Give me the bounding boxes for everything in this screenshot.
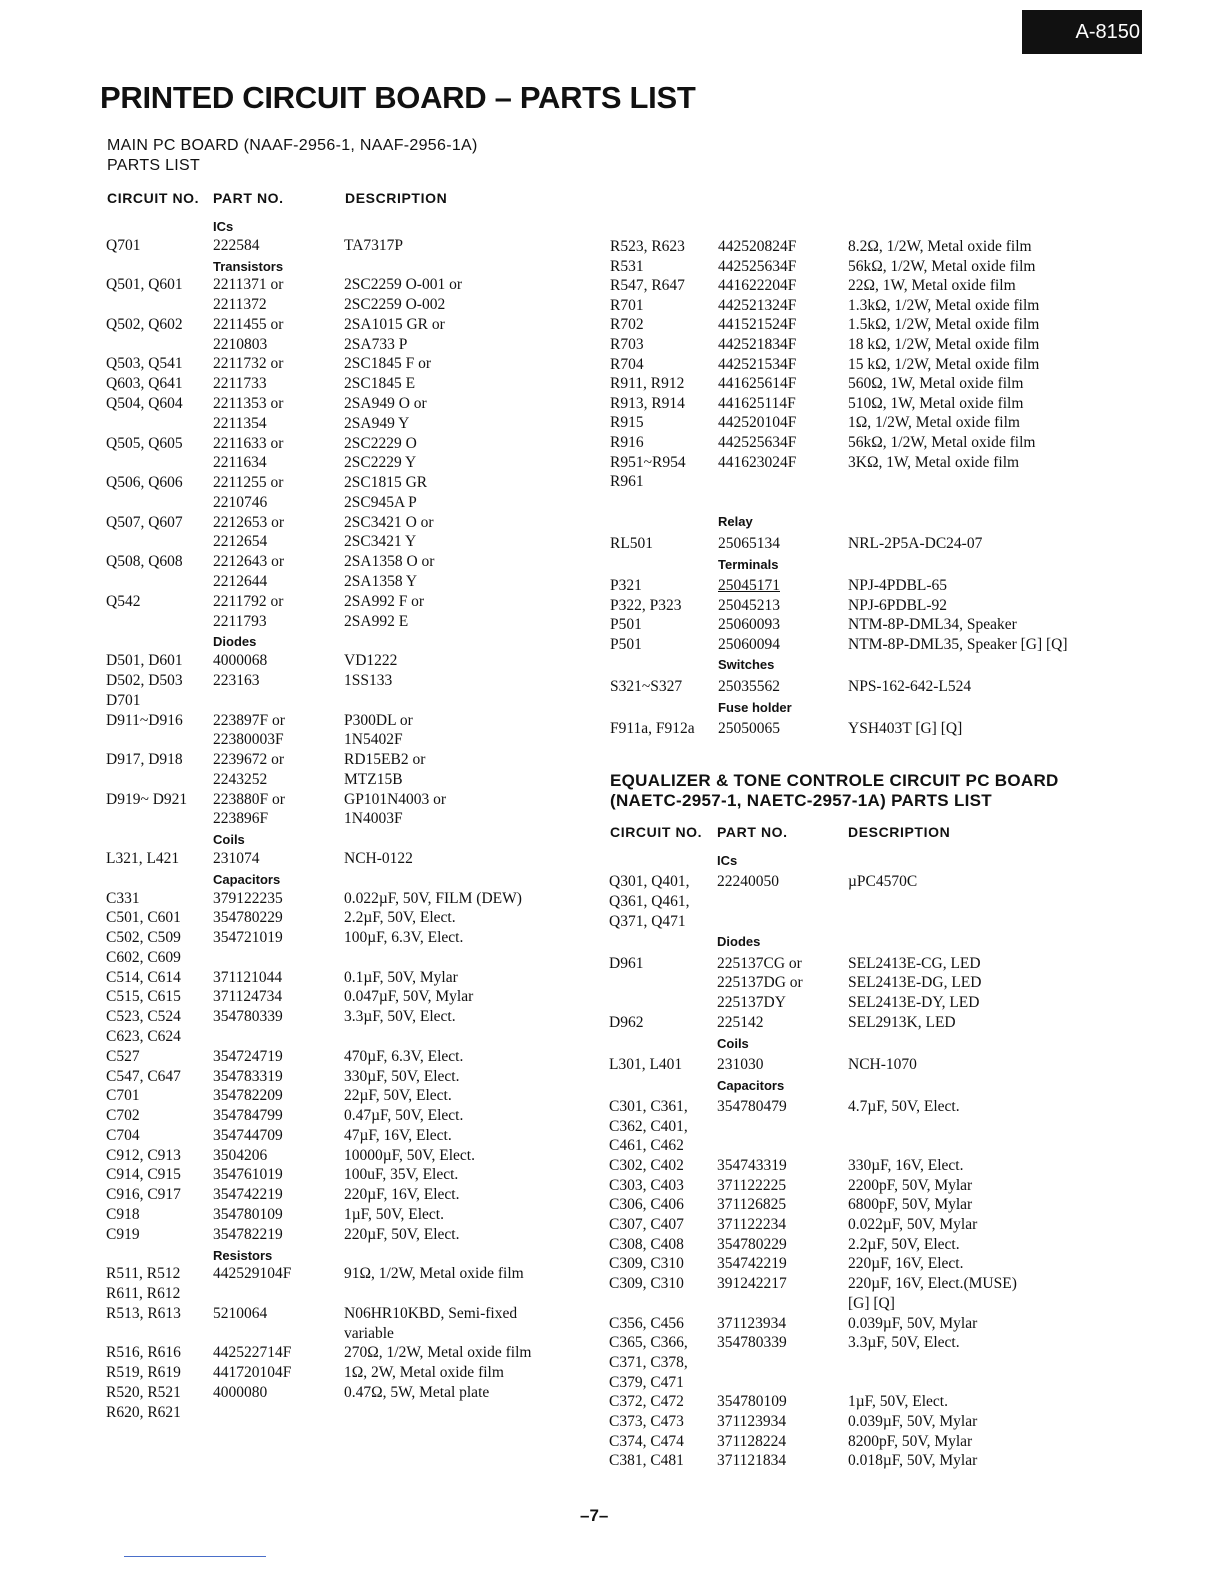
part-description: 0.047µF, 50V, Mylar <box>344 988 474 1006</box>
circuit-no: C702 <box>106 1107 140 1125</box>
part-no: 441623024F <box>718 453 797 471</box>
part-description: SEL2413E-CG, LED <box>848 954 981 972</box>
part-description: MTZ15B <box>344 770 403 788</box>
category-heading: Diodes <box>213 634 257 650</box>
part-no: 371126825 <box>717 1196 787 1214</box>
category-heading: Switches <box>718 657 775 673</box>
circuit-no: C527 <box>106 1047 140 1065</box>
part-description: 4.7µF, 50V, Elect. <box>848 1097 960 1115</box>
circuit-no: C301, C361, <box>609 1097 688 1115</box>
part-description: 220µF, 16V, Elect. <box>848 1255 964 1273</box>
circuit-no: C523, C524 <box>106 1008 181 1026</box>
part-no: 354780109 <box>717 1393 787 1411</box>
circuit-no: R702 <box>610 316 644 334</box>
part-description: 15 kΩ, 1/2W, Metal oxide film <box>848 355 1040 373</box>
circuit-no: C379, C471 <box>609 1373 684 1391</box>
part-no: 25065134 <box>718 534 780 552</box>
part-no: 223896F <box>213 810 269 828</box>
part-no: 354784799 <box>213 1107 283 1125</box>
circuit-no: R519, R619 <box>106 1364 181 1382</box>
circuit-no: C307, C407 <box>609 1216 684 1233</box>
circuit-no: S321~S327 <box>610 677 683 695</box>
part-no: 25035562 <box>718 677 780 695</box>
part-description: 2SA1015 GR or <box>344 315 445 333</box>
part-no: 354782209 <box>213 1087 283 1105</box>
circuit-no: C356, C456 <box>609 1314 684 1332</box>
part-description: SEL2913K, LED <box>848 1013 956 1031</box>
part-no: 442525634F <box>718 257 797 275</box>
part-description: NRL-2P5A-DC24-07 <box>848 534 983 552</box>
part-no: 354721019 <box>213 929 283 947</box>
part-description: 3KΩ, 1W, Metal oxide film <box>848 453 1020 471</box>
part-description: 1.3kΩ, 1/2W, Metal oxide film <box>848 296 1040 314</box>
circuit-no: Q503, Q541 <box>106 355 183 373</box>
part-description: 2SA733 P <box>344 335 408 353</box>
circuit-no: R511, R512 <box>106 1265 181 1283</box>
part-description: 10000µF, 50V, Elect. <box>344 1146 475 1164</box>
circuit-no: Q502, Q602 <box>106 315 183 333</box>
eq-col-circuit: CIRCUIT NO. <box>610 824 703 840</box>
part-description: 2SC2229 O <box>344 434 417 452</box>
category-heading: Terminals <box>718 556 779 572</box>
circuit-no: C308, C408 <box>609 1235 684 1253</box>
part-no: 441720104F <box>213 1364 292 1382</box>
main-board-heading: MAIN PC BOARD (NAAF-2956-1, NAAF-2956-1A) <box>107 137 478 154</box>
part-no: 354780109 <box>213 1206 283 1223</box>
part-no: 371122234 <box>717 1216 787 1233</box>
part-description: TA7317P <box>344 236 404 254</box>
part-description: 2SC2259 O-001 or <box>344 276 462 294</box>
part-description: 2SA1358 O or <box>344 553 435 571</box>
part-description: [G] [Q] <box>848 1294 895 1312</box>
circuit-no: R513, R613 <box>106 1304 181 1322</box>
circuit-no: C365, C366, <box>609 1334 688 1352</box>
part-no: 4000080 <box>213 1384 268 1402</box>
part-no: 354744709 <box>213 1126 283 1144</box>
part-no: 5210064 <box>213 1304 268 1322</box>
main-col-circuit: CIRCUIT NO. <box>107 190 200 206</box>
circuit-no: C374, C474 <box>609 1432 684 1450</box>
circuit-no: C362, C401, <box>609 1117 688 1135</box>
page-number: –7– <box>580 1506 609 1525</box>
part-description: 0.039µF, 50V, Mylar <box>848 1314 978 1332</box>
part-description: 220µF, 16V, Elect. <box>344 1186 460 1204</box>
part-no: 2212644 <box>213 573 268 591</box>
circuit-no: R961 <box>610 473 644 491</box>
circuit-no: R520, R521 <box>106 1384 181 1402</box>
part-description: 270Ω, 1/2W, Metal oxide film <box>344 1344 532 1362</box>
circuit-no: C547, C647 <box>106 1067 181 1085</box>
circuit-no: Q506, Q606 <box>106 474 183 492</box>
circuit-no: R516, R616 <box>106 1344 181 1362</box>
category-heading: ICs <box>213 219 234 234</box>
part-no: 2211455 or <box>213 315 284 333</box>
part-description: 0.1µF, 50V, Mylar <box>344 968 458 986</box>
circuit-no: C502, C509 <box>106 929 181 947</box>
part-description: 2.2µF, 50V, Elect. <box>344 909 456 927</box>
circuit-no: R701 <box>610 296 644 314</box>
main-col-desc: DESCRIPTION <box>345 190 448 206</box>
circuit-no: C701 <box>106 1087 140 1105</box>
part-description: SEL2413E-DG, LED <box>848 974 982 992</box>
part-no: 442521534F <box>718 355 797 373</box>
circuit-no: C309, C310 <box>609 1255 684 1273</box>
circuit-no: D961 <box>609 954 644 972</box>
part-no: 442520104F <box>718 414 797 432</box>
circuit-no: R620, R621 <box>106 1403 181 1421</box>
part-no: 371122225 <box>717 1176 787 1194</box>
circuit-no: R531 <box>610 257 644 275</box>
part-no: 371128224 <box>717 1432 787 1450</box>
circuit-no: C302, C402 <box>609 1156 684 1174</box>
part-no: 25050065 <box>718 720 780 737</box>
eq-col-part: PART NO. <box>717 824 788 840</box>
part-description: 2SC3421 Y <box>344 533 417 551</box>
part-no: 3504206 <box>213 1146 268 1164</box>
model-tab <box>1022 10 1142 54</box>
circuit-no: R911, R912 <box>610 375 685 393</box>
part-no: 354780339 <box>213 1008 283 1026</box>
part-no: 225137CG or <box>717 954 802 972</box>
circuit-no: D501, D601 <box>106 652 183 670</box>
part-no: 2212643 or <box>213 553 285 571</box>
part-description: 2SC1845 F or <box>344 355 431 373</box>
part-description: 0.039µF, 50V, Mylar <box>848 1413 978 1430</box>
part-description: NTM-8P-DML34, Speaker <box>848 616 1017 634</box>
part-description: N06HR10KBD, Semi-fixed <box>344 1304 518 1322</box>
part-no: 2211354 <box>213 414 267 432</box>
circuit-no: Q603, Q641 <box>106 375 183 393</box>
part-description: 18 kΩ, 1/2W, Metal oxide film <box>848 336 1040 353</box>
circuit-no: Q701 <box>106 236 141 254</box>
category-heading: Diodes <box>717 934 761 950</box>
part-description: 330µF, 50V, Elect. <box>344 1067 460 1085</box>
part-description: 3.3µF, 50V, Elect. <box>848 1334 960 1352</box>
part-description: YSH403T [G] [Q] <box>848 720 963 737</box>
part-no: 223880F or <box>213 790 285 808</box>
circuit-no: C602, C609 <box>106 948 181 966</box>
part-no: 25060093 <box>718 616 780 634</box>
part-no: 354780479 <box>717 1097 787 1115</box>
part-description: variable <box>344 1324 394 1342</box>
circuit-no: C331 <box>106 889 140 907</box>
part-no: 225137DG or <box>717 974 803 992</box>
part-no: 354780229 <box>717 1235 787 1253</box>
eq-board-subheading: (NAETC-2957-1, NAETC-2957-1A) PARTS LIST <box>610 791 992 810</box>
circuit-no: P322, P323 <box>610 596 682 614</box>
circuit-no: R523, R623 <box>610 238 685 255</box>
eq-board-heading: EQUALIZER & TONE CONTROLE CIRCUIT PC BOARD <box>610 771 1059 790</box>
circuit-no: Q361, Q461, <box>609 893 690 910</box>
circuit-no: R703 <box>610 336 644 353</box>
part-no: 22240050 <box>717 873 779 891</box>
circuit-no: Q542 <box>106 592 141 610</box>
circuit-no: R916 <box>610 434 644 451</box>
circuit-no: R704 <box>610 355 644 373</box>
part-no: 2212653 or <box>213 513 285 531</box>
circuit-no: C515, C615 <box>106 988 181 1006</box>
part-description: 2SA949 Y <box>344 414 410 432</box>
part-description: 6800pF, 50V, Mylar <box>848 1196 973 1214</box>
circuit-no: R913, R914 <box>610 394 685 412</box>
part-description: 22Ω, 1W, Metal oxide film <box>848 277 1016 295</box>
category-heading: Transistors <box>213 258 284 274</box>
part-no: 225142 <box>717 1013 764 1031</box>
circuit-no: C309, C310 <box>609 1275 684 1293</box>
part-description: NPJ-4PDBL-65 <box>848 577 948 594</box>
part-description: 220µF, 16V, Elect.(MUSE) <box>848 1275 1017 1293</box>
part-description: 0.022µF, 50V, Mylar <box>848 1216 978 1233</box>
part-description: 0.022µF, 50V, FILM (DEW) <box>344 889 522 907</box>
category-heading: Fuse holder <box>718 699 792 715</box>
circuit-no: Q505, Q605 <box>106 434 183 452</box>
circuit-no: D917, D918 <box>106 751 183 769</box>
circuit-no: C306, C406 <box>609 1196 684 1214</box>
main-board-subheading: PARTS LIST <box>107 157 201 174</box>
part-no: 442521834F <box>718 336 797 353</box>
part-no: 2211372 <box>213 296 267 314</box>
part-no: 223897F or <box>213 711 285 729</box>
part-description: P300DL or <box>344 711 413 729</box>
part-no: 354783319 <box>213 1067 283 1085</box>
category-heading: ICs <box>717 853 738 868</box>
part-no: 25045171 <box>718 577 780 594</box>
circuit-no: C381, C481 <box>609 1452 684 1470</box>
circuit-no: C373, C473 <box>609 1413 684 1430</box>
part-no: 354742219 <box>213 1186 283 1204</box>
circuit-no: P501 <box>610 635 642 653</box>
part-description: 8.2Ω, 1/2W, Metal oxide film <box>848 238 1032 255</box>
circuit-no: C514, C614 <box>106 968 181 986</box>
part-no: 231074 <box>213 849 260 867</box>
part-description: 2SC1845 E <box>344 375 416 393</box>
part-no: 354724719 <box>213 1047 283 1065</box>
part-description: 1Ω, 2W, Metal oxide film <box>344 1364 504 1382</box>
part-description: 560Ω, 1W, Metal oxide film <box>848 375 1024 393</box>
part-no: 2211633 or <box>213 434 284 452</box>
part-no: 354780229 <box>213 909 283 927</box>
part-no: 371121044 <box>213 968 283 986</box>
circuit-no: Q508, Q608 <box>106 553 183 571</box>
part-no: 379122235 <box>213 889 283 907</box>
part-no: 371123934 <box>717 1314 787 1332</box>
part-description: 510Ω, 1W, Metal oxide film <box>848 394 1024 412</box>
part-no: 25045213 <box>718 596 780 614</box>
part-no: 354780339 <box>717 1334 787 1352</box>
part-description: 1N5402F <box>344 731 403 749</box>
model-label: A-8150 <box>1075 20 1140 43</box>
part-description: 0.47Ω, 5W, Metal plate <box>344 1384 490 1402</box>
part-description: RD15EB2 or <box>344 751 426 769</box>
part-no: 354742219 <box>717 1255 787 1273</box>
part-description: NCH-1070 <box>848 1055 917 1073</box>
part-no: 225137DY <box>717 994 786 1012</box>
part-no: 4000068 <box>213 652 268 670</box>
circuit-no: C501, C601 <box>106 909 181 927</box>
part-description: 2SA992 E <box>344 612 409 630</box>
circuit-no: C912, C913 <box>106 1146 181 1164</box>
part-description: NCH-0122 <box>344 849 413 867</box>
part-no: 354743319 <box>717 1156 787 1174</box>
part-no: 442525634F <box>718 434 797 451</box>
circuit-no: F911a, F912a <box>610 720 695 737</box>
part-no: 441625614F <box>718 375 797 393</box>
circuit-no: C704 <box>106 1126 140 1144</box>
part-no: 442529104F <box>213 1265 292 1283</box>
part-no: 442521324F <box>718 296 797 314</box>
circuit-no: R547, R647 <box>610 277 685 295</box>
part-no: 2210746 <box>213 493 268 511</box>
category-heading: Coils <box>717 1035 749 1051</box>
part-no: 441625114F <box>718 394 796 412</box>
part-description: 0.018µF, 50V, Mylar <box>848 1452 978 1470</box>
part-no: 25060094 <box>718 635 780 653</box>
part-no: 371124734 <box>213 988 283 1006</box>
part-description: 1SS133 <box>344 671 393 689</box>
circuit-no: C303, C403 <box>609 1176 684 1194</box>
circuit-no: RL501 <box>610 534 654 552</box>
part-no: 2212654 <box>213 533 268 551</box>
part-description: 47µF, 16V, Elect. <box>344 1126 452 1144</box>
part-description: 330µF, 16V, Elect. <box>848 1156 964 1174</box>
circuit-no: L301, L401 <box>609 1055 683 1073</box>
part-no: 371123934 <box>717 1413 787 1430</box>
part-description: 220µF, 50V, Elect. <box>344 1225 460 1243</box>
circuit-no: R611, R612 <box>106 1285 181 1303</box>
part-description: 2SA992 F or <box>344 592 425 610</box>
circuit-no: Q507, Q607 <box>106 513 183 531</box>
part-no: 2211353 or <box>213 395 284 413</box>
part-no: 391242217 <box>717 1275 787 1293</box>
part-description: 1N4003F <box>344 810 403 828</box>
circuit-no: C372, C472 <box>609 1393 684 1411</box>
circuit-no: C918 <box>106 1206 140 1223</box>
part-no: 2243252 <box>213 770 268 788</box>
part-no: 441521524F <box>718 316 797 334</box>
part-no: 2211634 <box>213 454 267 472</box>
part-description: 22µF, 50V, Elect. <box>344 1087 452 1105</box>
circuit-no: D502, D503 <box>106 671 183 689</box>
circuit-no: C371, C378, <box>609 1353 688 1371</box>
part-description: 0.47µF, 50V, Elect. <box>344 1107 464 1125</box>
circuit-no: D911~D916 <box>106 711 183 729</box>
page-title: PRINTED CIRCUIT BOARD – PARTS LIST <box>100 80 696 115</box>
part-description: VD1222 <box>344 652 398 670</box>
part-no: 222584 <box>213 236 260 254</box>
part-no: 354761019 <box>213 1166 283 1184</box>
part-description: 2SC2229 Y <box>344 454 417 472</box>
part-no: 2210803 <box>213 335 268 353</box>
main-col-part: PART NO. <box>213 190 284 206</box>
part-description: µPC4570C <box>848 873 918 891</box>
circuit-no: Q501, Q601 <box>106 276 183 294</box>
circuit-no: C914, C915 <box>106 1166 181 1184</box>
circuit-no: C623, C624 <box>106 1027 181 1045</box>
part-no: 22380003F <box>213 731 284 749</box>
part-description: 1µF, 50V, Elect. <box>848 1393 948 1411</box>
part-description: 3.3µF, 50V, Elect. <box>344 1008 456 1026</box>
part-description: 2200pF, 50V, Mylar <box>848 1176 973 1194</box>
part-no: 2239672 or <box>213 751 285 769</box>
part-description: 1Ω, 1/2W, Metal oxide film <box>848 414 1020 432</box>
circuit-no: P321 <box>610 577 642 594</box>
part-description: 56kΩ, 1/2W, Metal oxide film <box>848 257 1036 275</box>
circuit-no: C916, C917 <box>106 1186 181 1204</box>
category-heading: Coils <box>213 832 245 848</box>
part-no: 371121834 <box>717 1452 787 1470</box>
part-description: 100µF, 6.3V, Elect. <box>344 929 464 947</box>
part-description: 2.2µF, 50V, Elect. <box>848 1235 960 1253</box>
circuit-no: Q371, Q471 <box>609 912 686 930</box>
part-description: 2SC2259 O-002 <box>344 296 446 314</box>
category-heading: Resistors <box>213 1247 273 1263</box>
part-no: 231030 <box>717 1055 764 1073</box>
circuit-no: L321, L421 <box>106 849 180 867</box>
category-heading: Capacitors <box>213 871 281 887</box>
circuit-no: D919~ D921 <box>106 790 188 808</box>
part-description: NTM-8P-DML35, Speaker [G] [Q] <box>848 635 1068 653</box>
part-no: 442520824F <box>718 238 797 255</box>
part-description: SEL2413E-DY, LED <box>848 994 980 1012</box>
part-no: 223163 <box>213 671 260 689</box>
circuit-no: R915 <box>610 414 644 432</box>
circuit-no: Q301, Q401, <box>609 873 690 891</box>
part-description: 2SA949 O or <box>344 395 427 413</box>
circuit-no: Q504, Q604 <box>106 395 183 413</box>
part-no: 2211732 or <box>213 355 284 373</box>
part-no: 2211733 <box>213 375 267 393</box>
part-description: 91Ω, 1/2W, Metal oxide film <box>344 1265 524 1283</box>
part-description: 1µF, 50V, Elect. <box>344 1206 444 1223</box>
part-description: GP101N4003 or <box>344 790 447 808</box>
part-no: 354782219 <box>213 1225 283 1243</box>
category-heading: Capacitors <box>717 1077 785 1093</box>
circuit-no: R951~R954 <box>610 453 686 471</box>
part-no: 2211793 <box>213 612 267 630</box>
category-heading: Relay <box>718 514 753 530</box>
eq-col-desc: DESCRIPTION <box>848 824 951 840</box>
circuit-no: D701 <box>106 691 141 709</box>
part-description: 1.5kΩ, 1/2W, Metal oxide film <box>848 316 1040 334</box>
circuit-no: C919 <box>106 1225 140 1243</box>
part-description: 2SC945A P <box>344 493 417 511</box>
part-no: 441622204F <box>718 277 797 295</box>
part-description: 2SC3421 O or <box>344 513 434 531</box>
circuit-no: D962 <box>609 1013 644 1031</box>
part-no: 2211255 or <box>213 474 284 492</box>
divider-line <box>124 1556 266 1557</box>
part-description: NPS-162-642-L524 <box>848 677 972 695</box>
part-no: 442522714F <box>213 1344 292 1362</box>
part-description: NPJ-6PDBL-92 <box>848 596 948 614</box>
part-description: 2SC1815 GR <box>344 474 428 492</box>
part-description: 100uF, 35V, Elect. <box>344 1166 459 1184</box>
part-no: 2211371 or <box>213 276 284 294</box>
circuit-no: P501 <box>610 616 642 634</box>
part-description: 8200pF, 50V, Mylar <box>848 1432 973 1450</box>
part-no: 2211792 or <box>213 592 284 610</box>
part-description: 470µF, 6.3V, Elect. <box>344 1047 464 1065</box>
part-description: 56kΩ, 1/2W, Metal oxide film <box>848 434 1036 451</box>
circuit-no: C461, C462 <box>609 1137 684 1155</box>
part-description: 2SA1358 Y <box>344 573 418 591</box>
